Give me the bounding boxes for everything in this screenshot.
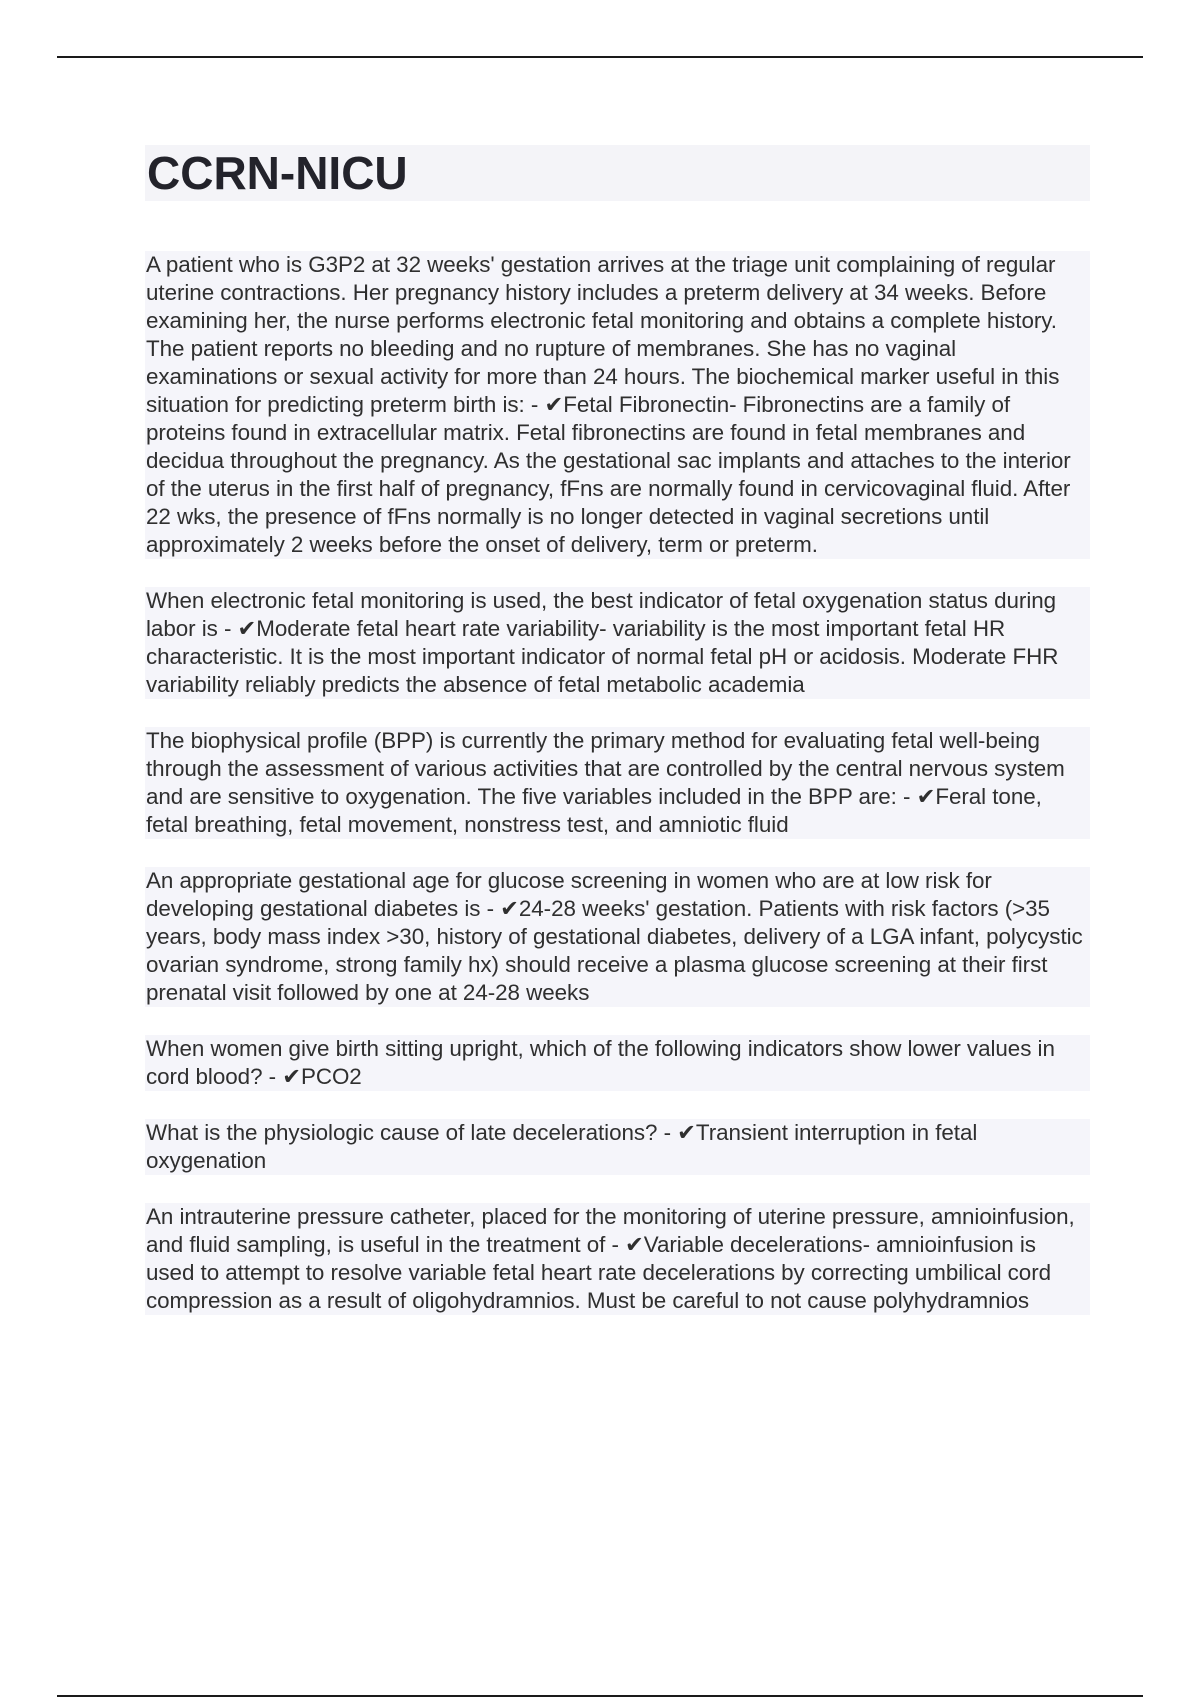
qa-item-5: [145, 1035, 1090, 1091]
answer-text: Transient interruption in fetal oxygenation: [146, 1120, 978, 1173]
qa-item-2: [145, 587, 1090, 699]
checkmark-icon: - ✔: [896, 784, 936, 809]
answer-text: PCO2: [300, 1064, 362, 1089]
checkmark-icon: - ✔: [524, 392, 564, 417]
question-text: The biophysical profile (BPP) is currently the primary method for evaluating fetal well-being through the assessment of various activities that are controlled by the central nervous system and are sensitive to oxygenation. The five variables included in the BPP are:: [146, 728, 1065, 809]
qa-item-4: [145, 867, 1090, 1007]
answer-text: Moderate fetal heart rate variability- variability is the most important fetal HR characteristic. It is the most important indicator of normal fetal pH or acidosis. Moderate FHR variability reliably predicts the absence of fetal metabolic academia: [146, 616, 1059, 697]
checkmark-icon: - ✔: [217, 616, 257, 641]
qa-item-1: [145, 251, 1090, 559]
question-text: When electronic fetal monitoring is used, the best indicator of fetal oxygenation status during labor is: [146, 588, 1057, 641]
question-text: An intrauterine pressure catheter, placed for the monitoring of uterine pressure, amnioinfusion, and fluid sampling, is useful in the treatment of: [146, 1204, 1075, 1257]
qa-item-3: [145, 727, 1090, 839]
top-divider: [57, 56, 1143, 58]
answer-text: Variable decelerations- amnioinfusion is used to attempt to resolve variable fetal heart rate decelerations by correcting umbilical cord compression as a result of oligohydramnios. Must be careful to not cause polyhydramnios: [146, 1232, 1052, 1313]
qa-item-6: [145, 1119, 1090, 1175]
question-text: What is the physiologic cause of late decelerations?: [146, 1120, 658, 1145]
checkmark-icon: - ✔: [262, 1064, 301, 1089]
page-title: CCRN-NICU: [147, 147, 408, 199]
checkmark-icon: - ✔: [657, 1120, 696, 1145]
qa-item-7: [145, 1203, 1090, 1315]
answer-text: 24-28 weeks' gestation. Patients with risk factors (>35 years, body mass index >30, history of gestational diabetes, delivery of a LGA infant, polycystic ovarian syndrome, strong family hx) should receive a plasma glucose screening at their first prenatal visit followed by one at 24-28 weeks: [146, 896, 1083, 1005]
answer-text: Fetal Fibronectin- Fibronectins are a family of proteins found in extracellular matrix. Fetal fibronectins are found in fetal membranes and decidua throughout the pregnancy. As the gestational sac implants and attaches to the interior of the uterus in the first half of pregnancy, fFns are normally found in cervicovaginal fluid. After 22 wks, the presence of fFns normally is no longer detected in vaginal secretions until approximately 2 weeks before the onset of delivery, term or preterm.: [146, 392, 1071, 557]
question-text: When women give birth sitting upright, which of the following indicators show lower values in cord blood?: [146, 1036, 1055, 1089]
bottom-divider: [57, 1695, 1143, 1697]
question-text: An appropriate gestational age for glucose screening in women who are at low risk for developing gestational diabetes is: [146, 868, 992, 921]
title-band: [145, 145, 1090, 201]
answer-text: Feral tone, fetal breathing, fetal movement, nonstress test, and amniotic fluid: [146, 784, 1042, 837]
checkmark-icon: - ✔: [605, 1232, 644, 1257]
question-text: A patient who is G3P2 at 32 weeks' gestation arrives at the triage unit complaining of regular uterine contractions. Her pregnancy history includes a preterm delivery at 34 weeks. Before examining her, the nurse performs electronic fetal monitoring and obtains a complete history. The patient reports no bleeding and no rupture of membranes. She has no vaginal examinations or sexual activity for more than 24 hours. The biochemical marker useful in this situation for predicting preterm birth is:: [146, 252, 1060, 417]
document-body: [145, 145, 1090, 1343]
checkmark-icon: - ✔: [480, 896, 519, 921]
